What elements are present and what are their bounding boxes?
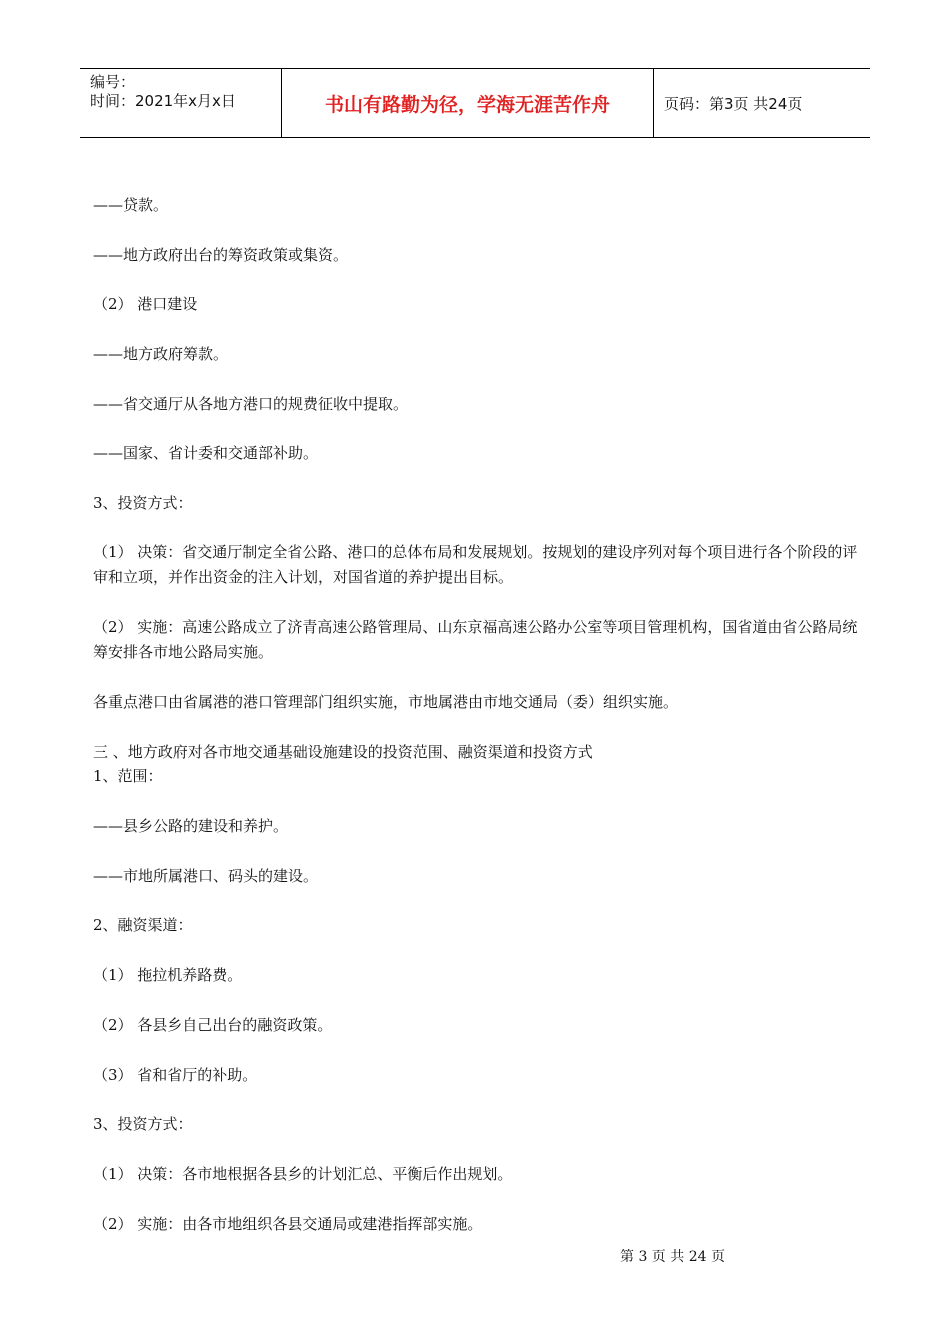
paragraph: ——县乡公路的建设和养护。	[93, 817, 289, 835]
paragraph: （3） 省和省厅的补助。	[93, 1066, 258, 1084]
paragraph: ——贷款。	[93, 196, 169, 214]
paragraph: 1、范围：	[93, 767, 163, 785]
header-meta	[80, 69, 282, 137]
header-number-label: 编号：	[90, 73, 136, 91]
header-time-label: 时间：2021年x月x日	[90, 92, 236, 110]
paragraph: ——地方政府筹款。	[93, 345, 229, 363]
paragraph: （1） 拖拉机养路费。	[93, 966, 243, 984]
paragraph: ——市地所属港口、码头的建设。	[93, 867, 319, 885]
paragraph: 3、投资方式：	[93, 1115, 193, 1133]
paragraph: （2） 港口建设	[93, 295, 198, 313]
paragraph: 各重点港口由省属港的港口管理部门组织实施，市地属港由市地交通局（委）组织实施。	[93, 693, 679, 711]
header-page-info: 页码：第3页 共24页	[664, 94, 803, 113]
paragraph: 3、投资方式：	[93, 494, 193, 512]
paragraph: 2、融资渠道：	[93, 916, 193, 934]
header-motto: 书山有路勤为径，学海无涯苦作舟	[282, 69, 654, 137]
section-heading: 三 、地方政府对各市地交通基础设施建设的投资范围、融资渠道和投资方式	[93, 743, 593, 761]
page-footer: 第 3 页 共 24 页	[620, 1249, 725, 1265]
paragraph: ——省交通厅从各地方港口的规费征收中提取。	[93, 395, 409, 413]
paragraph: （2） 实施：由各市地组织各县交通局或建港指挥部实施。	[93, 1215, 483, 1233]
paragraph: （1） 决策：各市地根据各县乡的计划汇总、平衡后作出规划。	[93, 1165, 513, 1183]
paragraph: ——地方政府出台的筹资政策或集资。	[93, 246, 349, 264]
page-header	[80, 68, 870, 138]
paragraph: （2） 各县乡自己出台的融资政策。	[93, 1016, 333, 1034]
paragraph: （2） 实施：高速公路成立了济青高速公路管理局、山东京福高速公路办公室等项目管理机构，国省道由省公路局统筹安排各市地公路局实施。	[93, 618, 858, 661]
paragraph: （1） 决策：省交通厅制定全省公路、港口的总体布局和发展规划。按规划的建设序列对每个项目进行各个阶段的评审和立项，并作出资金的注入计划，对国省道的养护提出目标。	[93, 543, 858, 586]
paragraph: ——国家、省计委和交通部补助。	[93, 444, 319, 462]
